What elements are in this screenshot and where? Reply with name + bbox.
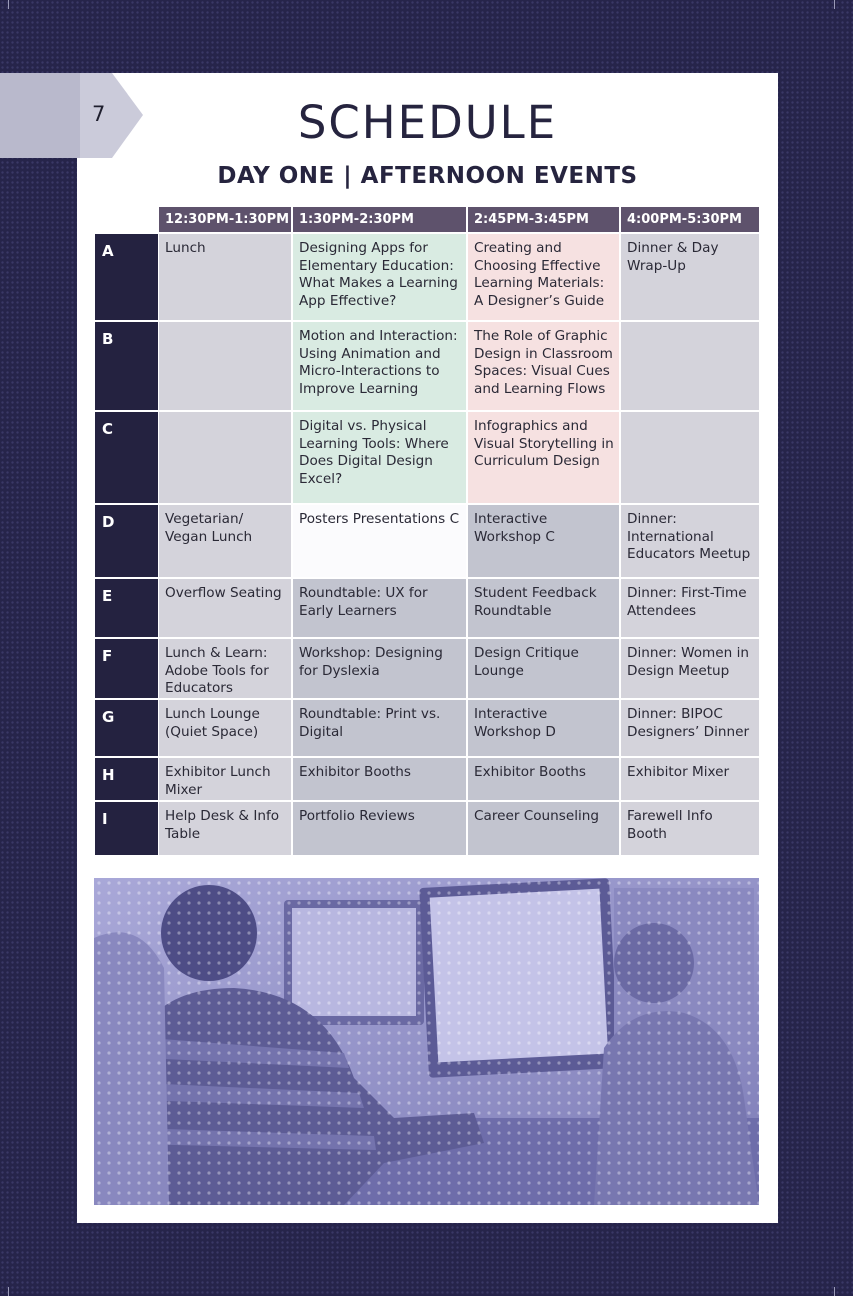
schedule-cell: Overflow Seating xyxy=(159,579,291,637)
schedule-cell: Roundtable: UX for Early Learners xyxy=(293,579,466,637)
crop-mark xyxy=(8,1287,9,1296)
schedule-cell: Lunch xyxy=(159,234,291,320)
schedule-cell: Interactive Workshop C xyxy=(468,505,619,577)
page-title: SCHEDULE xyxy=(297,96,558,149)
schedule-cell: Dinner: International Educators Meetup xyxy=(621,505,759,577)
schedule-cell: Career Counseling xyxy=(468,802,619,855)
page-number: 7 xyxy=(92,102,106,126)
page-subtitle: DAY ONE | AFTERNOON EVENTS xyxy=(217,163,638,189)
schedule-cell xyxy=(159,412,291,503)
column-header-4: 4:00PM-5:30PM xyxy=(621,207,759,232)
schedule-cell: Farewell Info Booth xyxy=(621,802,759,855)
schedule-cell: Dinner: First-Time Attendees xyxy=(621,579,759,637)
row-label-e: E xyxy=(95,579,158,637)
row-label-a: A xyxy=(95,234,158,320)
schedule-cell xyxy=(621,412,759,503)
schedule-cell xyxy=(621,322,759,410)
schedule-cell: Designing Apps for Elementary Education: What Makes a Learning App Effective? xyxy=(293,234,466,320)
schedule-cell: Lunch Lounge (Quiet Space) xyxy=(159,700,291,756)
schedule-cell: Digital vs. Physical Learning Tools: Where Does Digital Design Excel? xyxy=(293,412,466,503)
row-label-i: I xyxy=(95,802,158,855)
column-header-1: 12:30PM-1:30PM xyxy=(159,207,291,232)
schedule-cell: Exhibitor Mixer xyxy=(621,758,759,800)
row-label-d: D xyxy=(95,505,158,577)
schedule-cell xyxy=(159,322,291,410)
column-header-3: 2:45PM-3:45PM xyxy=(468,207,619,232)
schedule-cell: Exhibitor Booths xyxy=(293,758,466,800)
crop-mark xyxy=(8,0,9,9)
row-label-g: G xyxy=(95,700,158,756)
row-label-h: H xyxy=(95,758,158,800)
schedule-cell: Student Feedback Roundtable xyxy=(468,579,619,637)
schedule-cell: Interactive Workshop D xyxy=(468,700,619,756)
schedule-cell: Posters Presentations C xyxy=(293,505,466,577)
schedule-cell: Vegetarian/ Vegan Lunch xyxy=(159,505,291,577)
schedule-cell: Dinner: Women in Design Meetup xyxy=(621,639,759,698)
crop-mark xyxy=(834,0,835,9)
schedule-cell: Infographics and Visual Storytelling in Curriculum Design xyxy=(468,412,619,503)
schedule-cell: Design Critique Lounge xyxy=(468,639,619,698)
schedule-cell: Workshop: Designing for Dyslexia xyxy=(293,639,466,698)
column-header-2: 1:30PM-2:30PM xyxy=(293,207,466,232)
schedule-cell: Dinner & Day Wrap-Up xyxy=(621,234,759,320)
schedule-cell: Roundtable: Print vs. Digital xyxy=(293,700,466,756)
schedule-cell: Motion and Interaction: Using Animation and Micro-Interactions to Improve Learning xyxy=(293,322,466,410)
schedule-cell: Creating and Choosing Effective Learning Materials: A Designer’s Guide xyxy=(468,234,619,320)
schedule-cell: Lunch & Learn: Adobe Tools for Educators xyxy=(159,639,291,698)
schedule-cell: Exhibitor Booths xyxy=(468,758,619,800)
schedule-cell: The Role of Graphic Design in Classroom Spaces: Visual Cues and Learning Flows xyxy=(468,322,619,410)
page-number-tab-shade xyxy=(0,73,80,158)
students-at-computers-photo xyxy=(94,878,759,1205)
schedule-cell: Help Desk & Info Table xyxy=(159,802,291,855)
row-label-f: F xyxy=(95,639,158,698)
crop-mark xyxy=(834,1287,835,1296)
schedule-cell: Dinner: BIPOC Designers’ Dinner xyxy=(621,700,759,756)
schedule-cell: Exhibitor Lunch Mixer xyxy=(159,758,291,800)
row-label-c: C xyxy=(95,412,158,503)
row-label-b: B xyxy=(95,322,158,410)
schedule-cell: Portfolio Reviews xyxy=(293,802,466,855)
